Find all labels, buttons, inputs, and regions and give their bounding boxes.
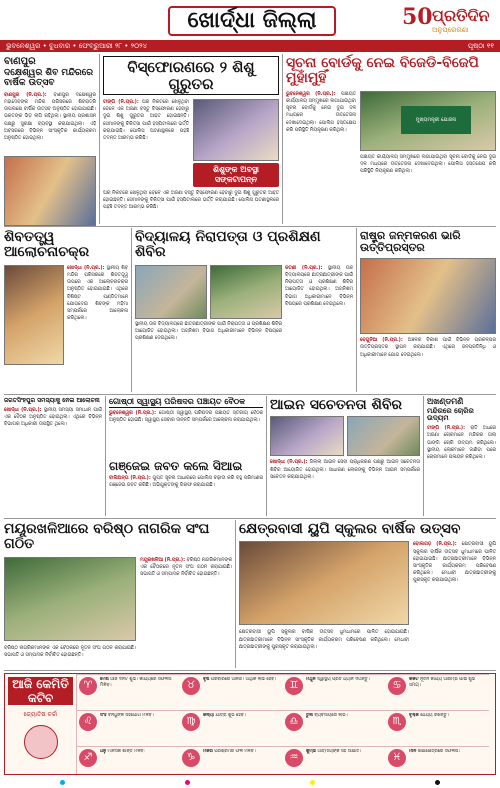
story-headline: ଆଇନ ସଚେତନତା ଶିବିର xyxy=(270,397,403,413)
story-body-text: ସ୍ଥାନୀୟ ଶିବ ମନ୍ଦିର ପରିସରରେ ଶିବତତ୍ତ୍ୱ ଉପରେ ଏକ ଆଲୋଚନାଚକ୍ର ଅନୁଷ୍ଠିତ ହୋଇଯାଇଛି। ଏଥିରେ ବିଶିଷ୍ଟ ପଣ୍ଡିତମାନେ ଯୋଗଦେଇ ଶିବଙ୍କ ମହିମା ସମ୍ପର୍କରେ ଆଲୋଚନା କରିଥିଲେ। xyxy=(67,265,128,322)
story-dateline: ଖୋର୍ଦ୍ଧା (ନି.ପ୍ର.): xyxy=(4,407,42,413)
story-photo xyxy=(360,258,496,334)
dateline-text: ଭୁବନେଶ୍ୱର • ବୁଧବାର • ଫେବ୍ରୁଆରୀ ୨୮ • ୨୦୨୪ xyxy=(6,42,148,50)
registration-mark xyxy=(435,780,440,785)
zodiac-prediction: ଆତ୍ମୀୟଙ୍କ ସହ ସାକ୍ଷାତ। xyxy=(317,749,362,754)
print-crop-marks xyxy=(0,776,500,788)
zodiac-prediction: ଧୈର୍ଯ୍ୟ ରଖନ୍ତୁ। xyxy=(420,713,449,718)
zodiac-prediction: ନୂତନ କାର୍ଯ୍ୟ ଆରମ୍ଭ ପାଇଁ ଶୁଭ ସମୟ। xyxy=(409,677,476,688)
story-body xyxy=(360,337,496,401)
zodiac-sign-name: ସିଂହ xyxy=(100,713,107,718)
story-body xyxy=(103,99,189,185)
story-headline: ସୂଚନା ବୋର୍ଡକୁ ନେଇ ବିଜେଡି-ବିଜେପି ମୁହାଁମୁହିଁ xyxy=(286,55,479,87)
column-rule xyxy=(423,396,424,516)
zodiac-entry xyxy=(180,674,283,710)
story-body-text: ସ୍ଥାନୀୟ ଉଚ୍ଚ ବିଦ୍ୟାଳୟରେ ଛାତ୍ରଛାତ୍ରୀଙ୍କ ପାଇଁ ନିରାପତ୍ତା ଓ ପ୍ରଶିକ୍ଷଣ ଶିବିର ଆୟୋଜିତ ହୋଇଥିଲା। ଅଗ୍ନିଶମ ବିଭାଗ ଅଧିକାରୀମାନେ ବିଭିନ୍ନ ବିଷୟରେ ପ୍ରଶିକ୍ଷଣ ଦେଇଥିଲେ। xyxy=(285,265,353,307)
story-headline: ବିସ୍ଫୋରଣରେ ୨ ଶିଶୁ ଗୁରୁତର xyxy=(103,56,279,95)
story-photo xyxy=(135,265,207,319)
horoscope-title-panel xyxy=(5,674,77,774)
zodiac-sign-icon: ♌ xyxy=(79,713,97,731)
story-photo xyxy=(270,416,344,456)
zodiac-sign-icon: ♏ xyxy=(388,713,406,731)
zodiac-entry xyxy=(386,674,489,710)
story-dateline: ଭୁବନେଶ୍ୱର (ନି.ପ୍ର.): xyxy=(286,91,336,97)
story-body xyxy=(67,265,128,415)
story-legal-awareness xyxy=(270,398,420,514)
story-health-council xyxy=(109,398,263,456)
zodiac-prediction: ପରିବାରରେ ଆନନ୍ଦ। ଆର୍ଥିକ ଲାଭ ହେବ। xyxy=(210,677,277,682)
horoscope-box xyxy=(4,673,496,775)
story-body-text: କ୍ଷେତ୍ରବାସୀ ୟୁପି ସ୍କୁଲର ବାର୍ଷିକ ଉତ୍ସବ ଧୁମଧାମରେ ପାଳିତ ହୋଇଯାଇଛି। ଛାତ୍ରଛାତ୍ରୀମାନେ ବିଭିନ୍ନ ସାଂସ୍କୃତିକ କାର୍ଯ୍ୟକ୍ରମ ପରିବେଷଣ କରିଥିଲେ। ମେଧାବୀ ଛାତ୍ରଛାତ୍ରୀଙ୍କୁ ପୁରସ୍କୃତ କରାଯାଇଥିଲା। xyxy=(413,542,496,584)
zodiac-text xyxy=(203,677,276,708)
story-school-anniversary xyxy=(239,522,496,666)
zodiac-text xyxy=(306,677,370,708)
registration-mark xyxy=(310,780,315,785)
zodiac-sign-name: ମିଥୁନ xyxy=(306,677,316,682)
story-dateline: ଜଟଣୀ (ନି.ପ୍ର.): xyxy=(285,265,323,271)
story-dateline: ଖୋର୍ଦ୍ଧା (ନି.ପ୍ର.): xyxy=(67,265,105,271)
story-headline: ଗଞ୍ଜେଇ ଜବତ କଲେ ସିଆଇ xyxy=(109,459,243,473)
column-rule xyxy=(99,54,100,224)
story-dateline: ଖୋର୍ଦ୍ଧା (ନି.ପ୍ର.): xyxy=(270,460,308,466)
zodiac-prediction: ପରିଶ୍ରମର ଫଳ ମିଳିବ। xyxy=(214,749,256,754)
section-title: ଖୋର୍ଦ୍ଧା ଜିଲ୍ଲା xyxy=(168,6,336,36)
story-body-text: ପଞ୍ଚାୟତ କାର୍ଯ୍ୟାଳୟ ସମ୍ମୁଖରେ ଲଗାଯାଇଥିବା ସୂଚନା ବୋର୍ଡକୁ ନେଇ ଦୁଇ ଦଳ ମଧ୍ୟରେ ଉତ୍ତେଜନା ଦେଖାଦେଇଥିଲା। ପୋଲିସ ହସ୍ତକ୍ଷେପ କରି ପରିସ୍ଥିତି ନିୟନ୍ତ୍ରଣ କରିଥିଲା। xyxy=(286,91,356,133)
story-body-text: ବରିଷ୍ଠ ନାଗରିକମାନଙ୍କ ଏକ ବୈଠକରେ ନୂତନ ସଂଘ ଗଠନ କରାଯାଇଛି। ସଭାପତି ଓ ସମ୍ପାଦକ ନିର୍ବାଚିତ ହୋଇଛନ୍ତି। xyxy=(140,557,232,578)
story-body xyxy=(413,541,496,661)
zodiac-text xyxy=(203,713,246,744)
story-kicker: ବାଣପୁର xyxy=(4,56,36,67)
story-headline: କ୍ଷେତ୍ରବାସୀ ୟୁପି ସ୍କୁଲର ବାର୍ଷିକ ଉତ୍ସବ xyxy=(239,521,461,537)
story-photo xyxy=(210,265,282,319)
zodiac-text xyxy=(100,713,154,744)
story-headline: ବିଦ୍ୟାଳୟ ନିରାପତ୍ତା ଓ ପ୍ରଶିକ୍ଷଣ ଶିବିର xyxy=(135,229,321,261)
story-photo xyxy=(4,156,96,226)
logo-tagline: ଅନୁପ୍ରେରଣା xyxy=(432,26,469,34)
zodiac-prediction: ସ୍ୱାସ୍ଥ୍ୟ ପ୍ରତି ଧ୍ୟାନ ଦିଅନ୍ତୁ। xyxy=(317,677,370,682)
story-photo xyxy=(4,557,136,641)
column-rule xyxy=(105,396,106,516)
story-foundation-stone xyxy=(360,230,496,390)
zodiac-sign-icon: ♋ xyxy=(388,677,406,695)
story-ganja-seized xyxy=(109,460,263,514)
zodiac-entry xyxy=(77,674,180,710)
story-dateline: ବାଲିଅନ୍ତା (ନି.ପ୍ର.): xyxy=(109,476,151,482)
story-body-text: ରାତି ଅଧରେ ଅଜଣା ଚୋରମାନେ ମନ୍ଦିରର ତାଲା ଭାଙ୍ଗି ଚୋରି ଉଦ୍ୟମ କରିଥିଲେ। ସ୍ଥାନୀୟ ଲୋକମାନେ ଜାଣିବା ପରେ ଚୋରମାନେ ପଳାୟନ କରିଥିଲେ। xyxy=(427,426,496,460)
story-school-safety xyxy=(135,230,353,390)
horoscope-byline: ଜ୍ୟୋତିଷ ଚର୍ଚ୍ଚା xyxy=(23,711,58,718)
zodiac-prediction: ବ୍ୟବସାୟରେ ଲାଭ। xyxy=(314,713,348,718)
column-rule xyxy=(356,228,357,392)
zodiac-sign-icon: ♍ xyxy=(182,713,200,731)
zodiac-sign-name: ମକର xyxy=(203,749,213,754)
zodiac-prediction: ଶିକ୍ଷାକ୍ଷେତ୍ରରେ ସଫଳତା। xyxy=(417,749,461,754)
column-rule xyxy=(266,396,267,516)
zodiac-sign-icon: ♐ xyxy=(79,749,97,767)
story-dateline: ବେଗୁନିଆ (ନି.ପ୍ର.): xyxy=(360,338,403,344)
story-body-continued: ପଞ୍ଚାୟତ କାର୍ଯ୍ୟାଳୟ ସମ୍ମୁଖରେ ଲଗାଯାଇଥିବା ସୂଚନା ବୋର୍ଡକୁ ନେଇ ଦୁଇ ଦଳ ମଧ୍ୟରେ ଉତ୍ତେଜନା ଦେଖାଦେଇଥିଲା। ପୋଲିସ ହସ୍ତକ୍ଷେପ କରି ପରିସ୍ଥିତି ନିୟନ୍ତ୍ରଣ କରିଥିଲା। xyxy=(360,154,496,175)
zodiac-sign-name: ମେଷ xyxy=(100,677,109,682)
story-dateline: ଟାଙ୍ଗି (ନି.ପ୍ର.): xyxy=(103,100,139,105)
zodiac-sign-icon: ♊ xyxy=(285,677,303,695)
story-body-continued: କ୍ଷେତ୍ରବାସୀ ୟୁପି ସ୍କୁଲର ବାର୍ଷିକ ଉତ୍ସବ ଧୁମଧାମରେ ପାଳିତ ହୋଇଯାଇଛି। ଛାତ୍ରଛାତ୍ରୀମାନେ ବିଭିନ୍ନ ସାଂସ୍କୃତିକ କାର୍ଯ୍ୟକ୍ରମ ପରିବେଷଣ କରିଥିଲେ। ମେଧାବୀ ଛାତ୍ରଛାତ୍ରୀଙ୍କୁ ପୁରସ୍କୃତ କରାଯାଇଥିଲା। xyxy=(239,630,409,650)
story-dateline: ବାଣପୁର (ନି.ପ୍ର.): xyxy=(4,92,47,98)
column-rule xyxy=(235,520,236,668)
zodiac-sign-name: ବୃଷ xyxy=(203,677,210,682)
logo-name: ପ୍ରତିଦିନ xyxy=(432,6,490,25)
row-rule xyxy=(4,518,496,519)
zodiac-sign-icon: ♒ xyxy=(285,749,303,767)
story-temple-theft xyxy=(427,398,496,514)
registration-mark xyxy=(60,780,65,785)
zodiac-sign-name: ଧନୁ xyxy=(100,749,106,754)
zodiac-entry xyxy=(283,710,386,746)
dateline-bar xyxy=(0,40,500,52)
story-dateline: ବୋଲଗଡ଼ (ନି.ପ୍ର.): xyxy=(413,542,457,548)
story-body-text: ବାଣପୁର ଦକ୍ଷେଶ୍ୱର ମହାଦେବଙ୍କ ମନ୍ଦିର ପରିସରରେ ଶିବରାତ୍ରି ଉପଲକ୍ଷେ ବାର୍ଷିକ ଉତ୍ସବ ଅନୁଷ୍ଠିତ ହୋଇଯାଇଛି। ଭକ୍ତଙ୍କ ଭିଡ଼ ଲାଗି ରହିଥିଲା। ସ୍ଥାନୀୟ ପ୍ରଶାସନ ପକ୍ଷରୁ ସୁରକ୍ଷା ବ୍ୟବସ୍ଥା କରାଯାଇଥିଲା। ଏହି ଅବସରରେ ବିଭିନ୍ନ ସାଂସ୍କୃତିକ କାର୍ଯ୍ୟକ୍ରମ ଅନୁଷ୍ଠିତ ହୋଇଥିଲା। xyxy=(4,92,96,141)
story-body-text: ଗୋଷ୍ଠୀ ସ୍ୱାସ୍ଥ୍ୟ ପରିଷଦର ପଞ୍ଚାୟତ ସ୍ତରୀୟ ବୈଠକ ଅନୁଷ୍ଠିତ ହୋଇଛି। ସ୍ୱାସ୍ଥ୍ୟ ସେବାର ଉନ୍ନତି ସମ୍ପର୍କରେ ଆଲୋଚନା କରାଯାଇଥିଲା। xyxy=(109,410,263,423)
story-notice-board xyxy=(286,56,496,222)
zodiac-entry xyxy=(386,710,489,746)
zodiac-sign-icon: ♈ xyxy=(79,677,97,695)
zodiac-entry xyxy=(77,710,180,746)
story-body xyxy=(285,265,353,395)
zodiac-sign-name: ତୁଳା xyxy=(306,713,313,718)
column-rule xyxy=(282,54,283,224)
row-rule xyxy=(4,670,496,671)
zodiac-sign-icon: ♉ xyxy=(182,677,200,695)
story-headline: ଦକ୍ଷେଶ୍ୱର ଶିବ ମନ୍ଦିରରେ ବାର୍ଷିକ ଉତ୍ସବ xyxy=(4,68,94,88)
story-headline: ଜଗତସିଂହପୁର ସମସ୍ୟାକୁ ନେଇ ଆଲୋଚନା xyxy=(4,397,100,404)
story-headline: ରାଷ୍ଟ୍ର ଜନ୍ମକରଣ ଭାରି ଉତ୍ତିପ୍ରସ୍ତର xyxy=(360,229,461,255)
story-headline: ଗୋଷ୍ଠୀ ସ୍ୱାସ୍ଥ୍ୟ ପରିଷଦର ପଞ୍ଚାୟତ ବୈଠକ xyxy=(109,398,263,408)
story-body-text: ଘର ନିକଟରେ ଖେଳୁଥିବା ବେଳେ ଏକ ଅଜଣା ବସ୍ତୁ ବିସ୍ଫୋରଣ ହେବାରୁ ଦୁଇ ଶିଶୁ ଗୁରୁତର ଆହତ ହୋଇଛନ୍ତି। ସେମାନଙ୍କୁ ଚିକିତ୍ସା ପାଇଁ ହସ୍ପିଟାଲରେ ଭର୍ତ୍ତି କରାଯାଇଛି। ପୋଲିସ ଘଟଣାସ୍ଥଳରେ ପହଞ୍ଚି ତଦନ୍ତ ଆରମ୍ଭ କରିଛି। xyxy=(103,100,189,142)
story-inset: ଶିଶୁଙ୍କ ଅବସ୍ଥା ସଙ୍କଟାପନ୍ନ xyxy=(193,163,279,187)
zodiac-sign-name: ମୀନ xyxy=(409,749,417,754)
zodiac-sign-icon: ♎ xyxy=(285,713,303,731)
story-body xyxy=(427,425,496,513)
story-body xyxy=(109,475,263,511)
column-rule xyxy=(131,228,132,392)
story-photo xyxy=(239,541,409,625)
zodiac-prediction: ମାନସିକ ଶାନ୍ତି ମିଳିବ। xyxy=(107,749,146,754)
astrologer-avatar xyxy=(24,725,58,759)
page-number: ପୃଷ୍ଠା ୧୧ xyxy=(467,42,494,50)
zodiac-entry xyxy=(180,710,283,746)
zodiac-sign-name: କନ୍ୟା xyxy=(203,713,214,718)
row-rule xyxy=(4,226,496,227)
story-explosion xyxy=(103,56,279,222)
story-senior-citizens xyxy=(4,522,232,666)
story-body xyxy=(109,410,263,450)
story-body-continued: ସ୍ଥାନୀୟ ଉଚ୍ଚ ବିଦ୍ୟାଳୟରେ ଛାତ୍ରଛାତ୍ରୀଙ୍କ ପାଇଁ ନିରାପତ୍ତା ଓ ପ୍ରଶିକ୍ଷଣ ଶିବିର ଆୟୋଜିତ ହୋଇଥିଲା। ଅଗ୍ନିଶମ ବିଭାଗ ଅଧିକାରୀମାନେ ବିଭିନ୍ନ ବିଷୟରେ ପ୍ରଶିକ୍ଷଣ ଦେଇଥିଲେ। xyxy=(135,321,282,342)
photo-banner: ମୁଖ୍ୟମନ୍ତ୍ରୀ ଯୋଜନା xyxy=(401,106,471,134)
zodiac-sign-name: କର୍କଟ xyxy=(409,677,419,682)
story-dateline: ଟାଙ୍ଗି (ନି.ପ୍ର.): xyxy=(427,426,466,432)
story-body-text: ଜିଲ୍ଲା ଆଇନ ସେବା ପ୍ରାଧିକରଣ ପକ୍ଷରୁ ଆଇନ ସଚେତନତା ଶିବିର ଆୟୋଜିତ ହୋଇଥିଲା। ସାଧାରଣ ଲୋକଙ୍କୁ ବିଭିନ୍ନ ଆଇନ ସମ୍ପର୍କରେ ସଚେତନ କରାଯାଇଥିଲା। xyxy=(270,460,420,480)
story-body-continued: ବରିଷ୍ଠ ନାଗରିକମାନଙ୍କ ଏକ ବୈଠକରେ ନୂତନ ସଂଘ ଗଠନ କରାଯାଇଛି। ସଭାପତି ଓ ସମ୍ପାଦକ ନିର୍ବାଚିତ ହୋଇଛନ୍ତି। xyxy=(4,645,136,658)
registration-mark xyxy=(185,780,190,785)
zodiac-prediction: ଯାତ୍ରା ଶୁଭ ହେବ। xyxy=(215,713,246,718)
story-photo xyxy=(347,416,420,456)
zodiac-prediction: ବନ୍ଧୁଙ୍କ ସହଯୋଗ ମିଳିବ। xyxy=(107,713,154,718)
story-body xyxy=(286,91,356,229)
story-meeting xyxy=(4,398,102,512)
zodiac-prediction: ଆଜି ଦିନଟି ଶୁଭ। କାର୍ଯ୍ୟରେ ସଫଳତା ମିଳିବ। xyxy=(100,677,172,688)
story-body-continued: ଘର ନିକଟରେ ଖେଳୁଥିବା ବେଳେ ଏକ ଅଜଣା ବସ୍ତୁ ବିସ୍ଫୋରଣ ହେବାରୁ ଦୁଇ ଶିଶୁ ଗୁରୁତର ଆହତ ହୋଇଛନ୍ତି। ସେମାନଙ୍କୁ ଚିକିତ୍ସା ପାଇଁ ହସ୍ପିଟାଲରେ ଭର୍ତ୍ତି କରାଯାଇଛି। ପୋଲିସ ଘଟଣାସ୍ଥଳରେ ପହଞ୍ଚି ତଦନ୍ତ ଆରମ୍ଭ କରିଛି। xyxy=(103,191,279,211)
zodiac-text xyxy=(100,677,178,708)
story-body-text: ଅଞ୍ଚଳର ବିକାଶ ପାଇଁ ବିଭିନ୍ନ ପ୍ରକଳ୍ପର ଉତ୍ତିପ୍ରସ୍ତର ସ୍ଥାପନ କରାଯାଇଛି। ଏଥିରେ ଜନପ୍ରତିନିଧି ଓ ଅଧିକାରୀମାନେ ଯୋଗ ଦେଇଥିଲେ। xyxy=(360,338,496,358)
story-body-text: ଗୁପ୍ତ ସୂଚନା ଆଧାରରେ ପୋଲିସ ଚଢ଼ାଉ କରି ବହୁ ପରିମାଣର ଗଞ୍ଜେଇ ଜବତ କରିଛି। ଅଭିଯୁକ୍ତଙ୍କୁ ଗିରଫ କରାଯାଇଛି। xyxy=(109,476,263,489)
zodiac-entry xyxy=(283,674,386,710)
logo-anniversary-number: 50 xyxy=(402,4,433,30)
zodiac-sign-icon: ♓ xyxy=(388,749,406,767)
zodiac-text xyxy=(306,713,348,744)
story-headline: ଶିବତତ୍ତ୍ୱ ଆଲୋଚନାଚକ୍ର xyxy=(4,229,90,261)
story-headline: ମନ୍ଦିରରେ ଚୋରିର ଉଦ୍ୟମ xyxy=(427,406,474,423)
story-body xyxy=(270,459,420,511)
zodiac-sign-icon: ♑ xyxy=(182,749,200,767)
zodiac-sign-name: ବୃଶ୍ଚିକ xyxy=(409,713,419,718)
story-shiva-seminar xyxy=(4,230,128,390)
story-headline: ମୟୂରଖଳିଆରେ ବରିଷ୍ଠ ନାଗରିକ ସଂଘ ଗଠିତ xyxy=(4,521,210,553)
story-kicker: ଅଖଣ୍ଡମଣି xyxy=(427,397,464,406)
zodiac-grid xyxy=(77,674,495,774)
story-dateline: ଭୁବନେଶ୍ୱର (ନି.ପ୍ର.): xyxy=(109,410,157,416)
row-rule xyxy=(4,394,496,395)
story-dateline: ମୟୂରଖଳିଆ (ନି.ପ୍ର.): xyxy=(140,557,186,563)
zodiac-text xyxy=(409,713,449,744)
story-body xyxy=(4,407,102,507)
story-photo xyxy=(360,91,496,151)
story-banpur xyxy=(4,56,96,218)
horoscope-title: ଆଜି କେମିତି କଟିବ xyxy=(8,677,73,705)
story-body xyxy=(140,557,232,677)
story-photo xyxy=(193,99,279,161)
story-body-text: ସ୍ଥାନୀୟ ସମସ୍ୟା ସମାଧାନ ପାଇଁ ଏକ ବୈଠକ ଅନୁଷ୍ଠିତ ହୋଇଥିଲା। ଏଥିରେ ବିଭିନ୍ନ ବିଭାଗର ଅଧିକାରୀ ଉପସ୍ଥିତ ଥିଲେ। xyxy=(4,407,102,427)
story-body xyxy=(4,92,96,152)
zodiac-text xyxy=(409,677,487,708)
story-photo xyxy=(4,265,64,365)
zodiac-sign-name: କୁମ୍ଭ xyxy=(306,749,316,754)
